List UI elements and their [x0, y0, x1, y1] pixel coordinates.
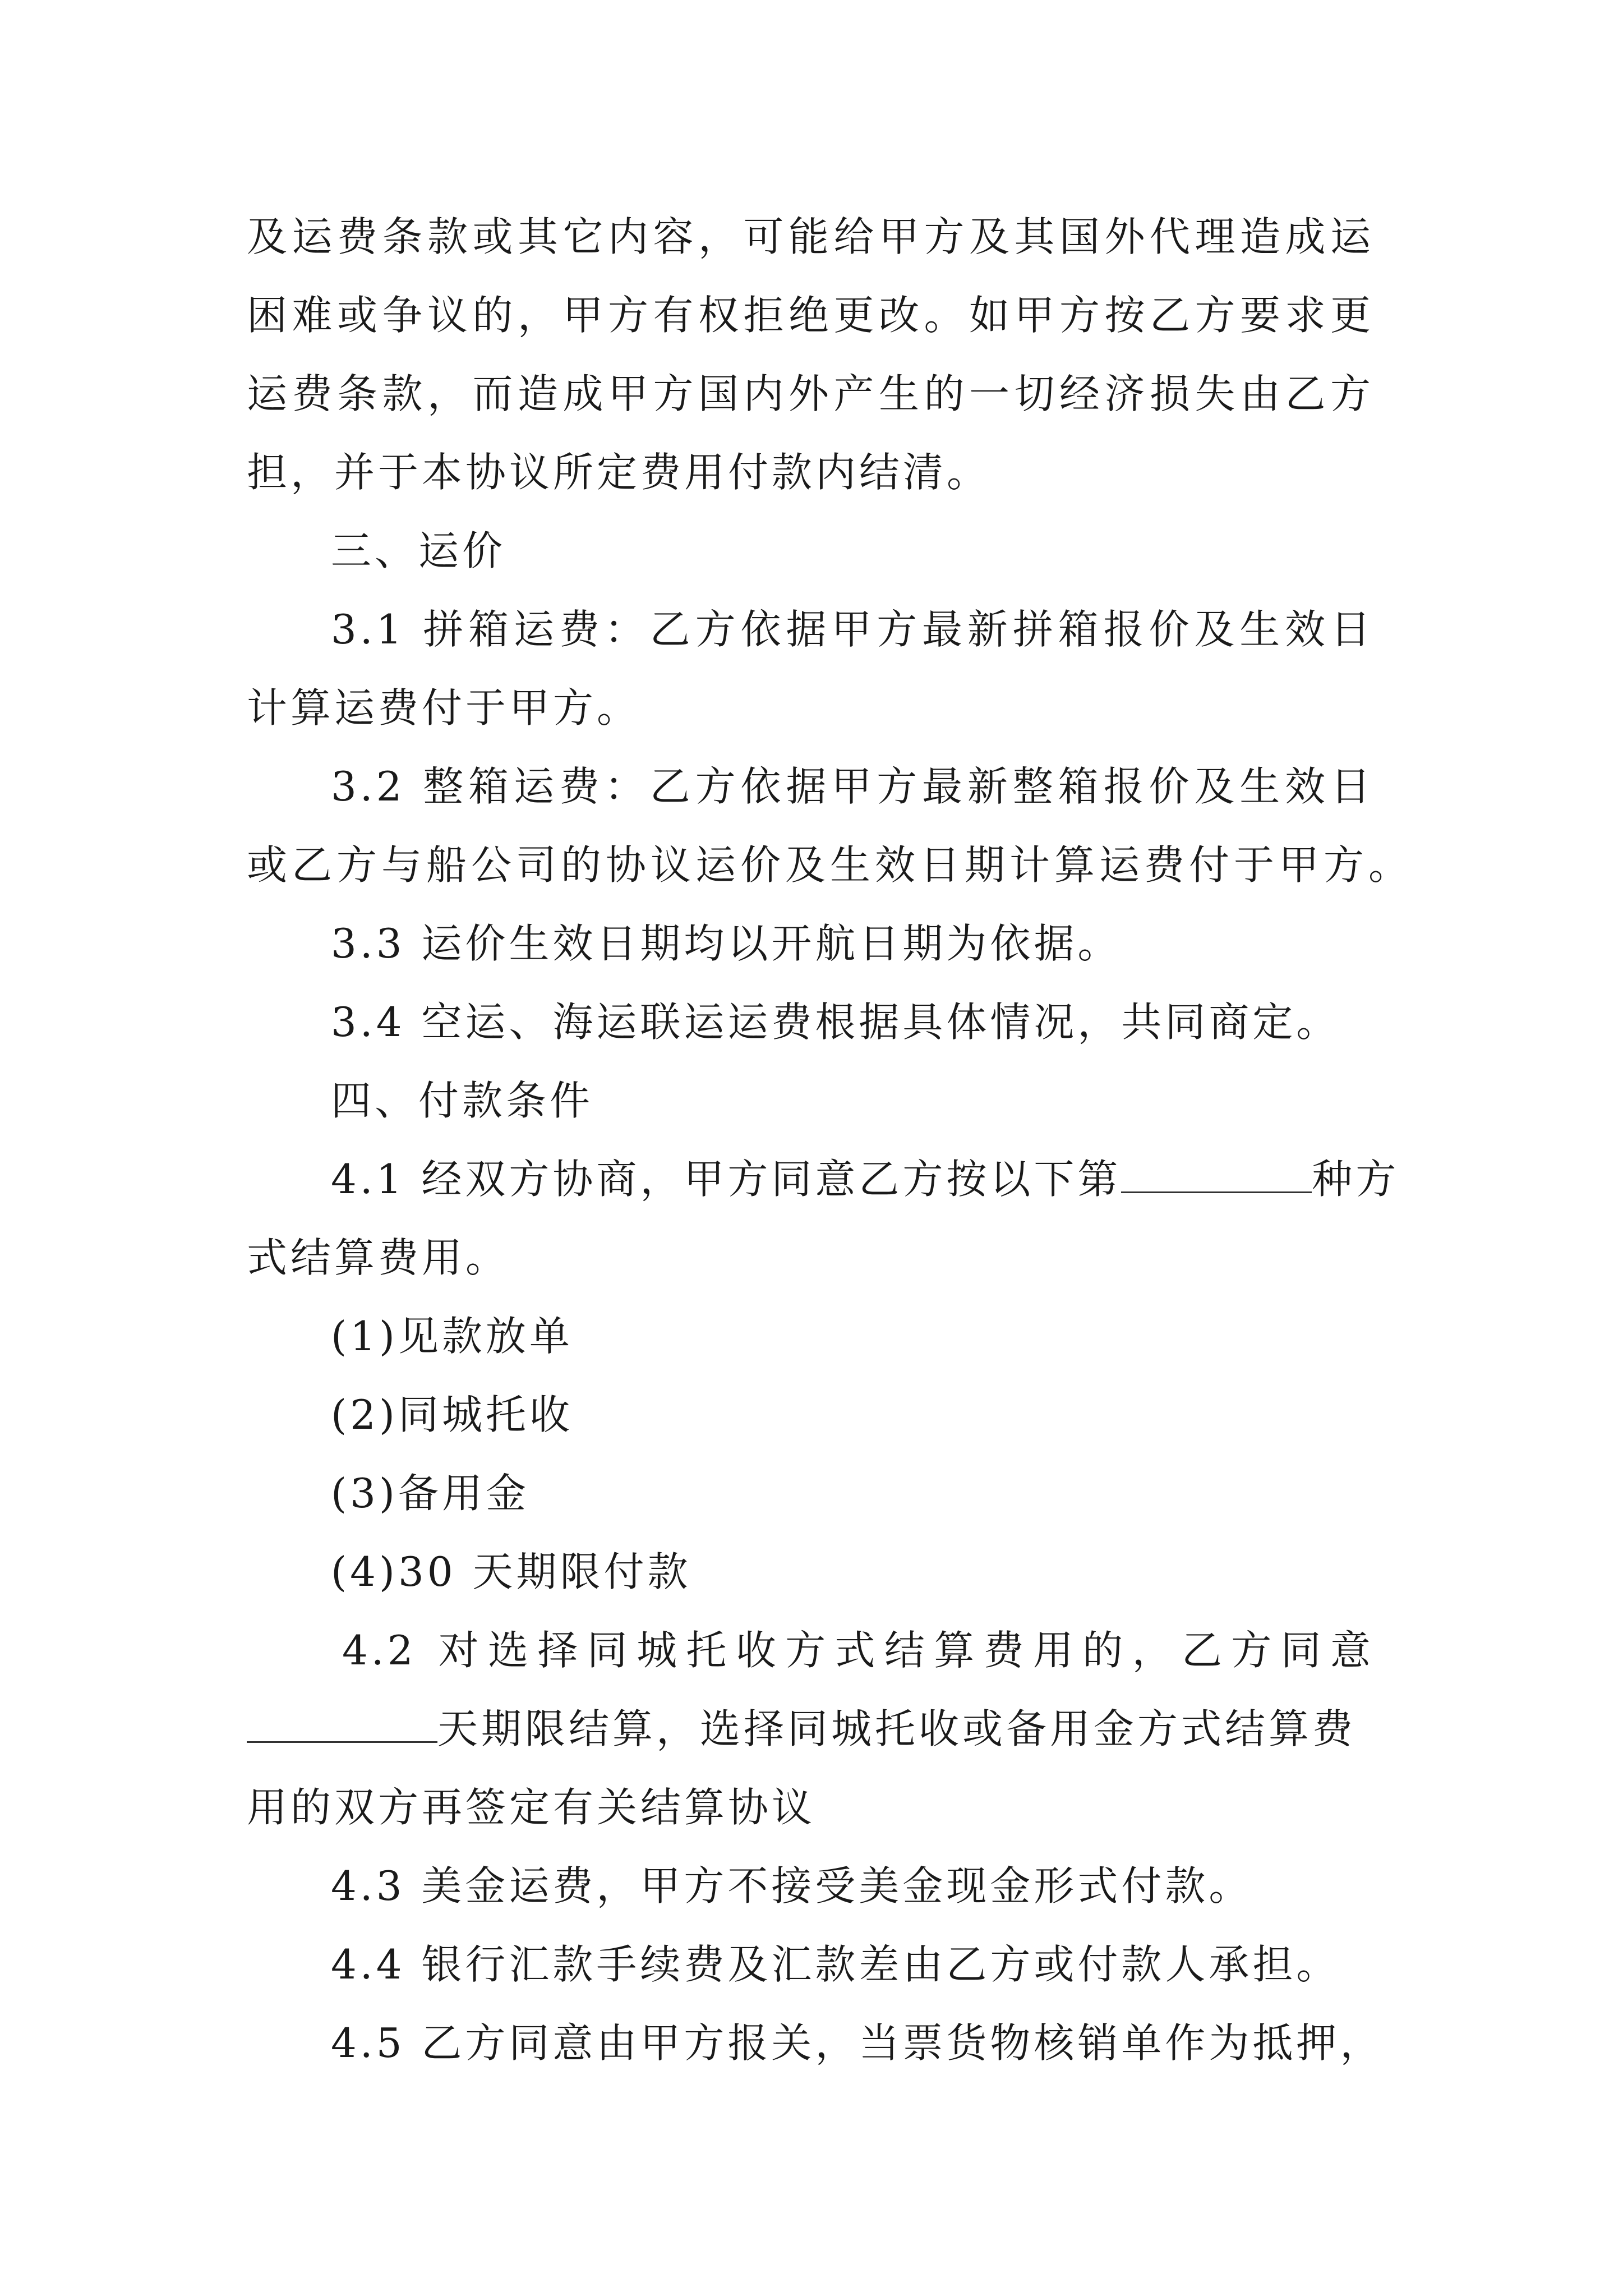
clause-4-2: 4.2 对选择同城托收方式结算费用的，乙方同意	[342, 1627, 1374, 1674]
clause-4-2-after: 天期限结算，选择同城托收或备用金方式结算费	[437, 1705, 1357, 1752]
fill-in-blank	[247, 1702, 437, 1743]
clause-4-2-cont	[247, 1702, 1356, 1756]
paragraph-line: 及运费条款或其它内容，可能给甲方及其国外代理造成运	[247, 213, 1374, 260]
payment-option: (2)同城托收	[331, 1391, 573, 1438]
clause-3-1-cont: 计算运费付于甲方。	[247, 684, 641, 731]
clause-4-4: 4.4 银行汇款手续费及汇款差由乙方或付款人承担。	[331, 1941, 1340, 1988]
clause-3-2-cont: 或乙方与船公司的协议运价及生效日期计算运费付于甲方。	[247, 841, 1414, 889]
clause-3-1: 3.1 拼箱运费：乙方依据甲方最新拼箱报价及生效日	[331, 606, 1374, 653]
clause-3-2: 3.2 整箱运费：乙方依据甲方最新整箱报价及生效日	[331, 763, 1374, 810]
clause-4-1-after: 种方	[1312, 1156, 1400, 1203]
payment-option: (1)见款放单	[331, 1313, 573, 1360]
clause-4-5: 4.5 乙方同意由甲方报关，当票货物核销单作为抵押，	[331, 2019, 1384, 2067]
clause-4-1	[331, 1152, 1399, 1206]
paragraph-line: 运费条款，而造成甲方国内外产生的一切经济损失由乙方	[247, 370, 1374, 417]
paragraph-line: 担，并于本协议所定费用付款内结清。	[247, 449, 991, 496]
clause-3-3: 3.3 运价生效日期均以开航日期为依据。	[331, 920, 1122, 967]
fill-in-blank	[1121, 1152, 1312, 1193]
payment-option: (4)30 天期限付款	[331, 1548, 691, 1595]
section-heading-3: 三、运价	[331, 527, 506, 574]
payment-option: (3)备用金	[331, 1470, 529, 1517]
clause-4-3: 4.3 美金运费，甲方不接受美金现金形式付款。	[331, 1862, 1253, 1910]
paragraph-line: 困难或争议的，甲方有权拒绝更改。如甲方按乙方要求更	[247, 292, 1374, 339]
clause-4-1-before: 4.1 经双方协商，甲方同意乙方按以下第	[331, 1156, 1122, 1203]
clause-4-1-cont: 式结算费用。	[247, 1234, 510, 1281]
clause-3-4: 3.4 空运、海运联运运费根据具体情况，共同商定。	[331, 999, 1340, 1046]
clause-4-2-cont: 用的双方再签定有关结算协议	[247, 1784, 816, 1831]
section-heading-4: 四、付款条件	[331, 1077, 594, 1124]
